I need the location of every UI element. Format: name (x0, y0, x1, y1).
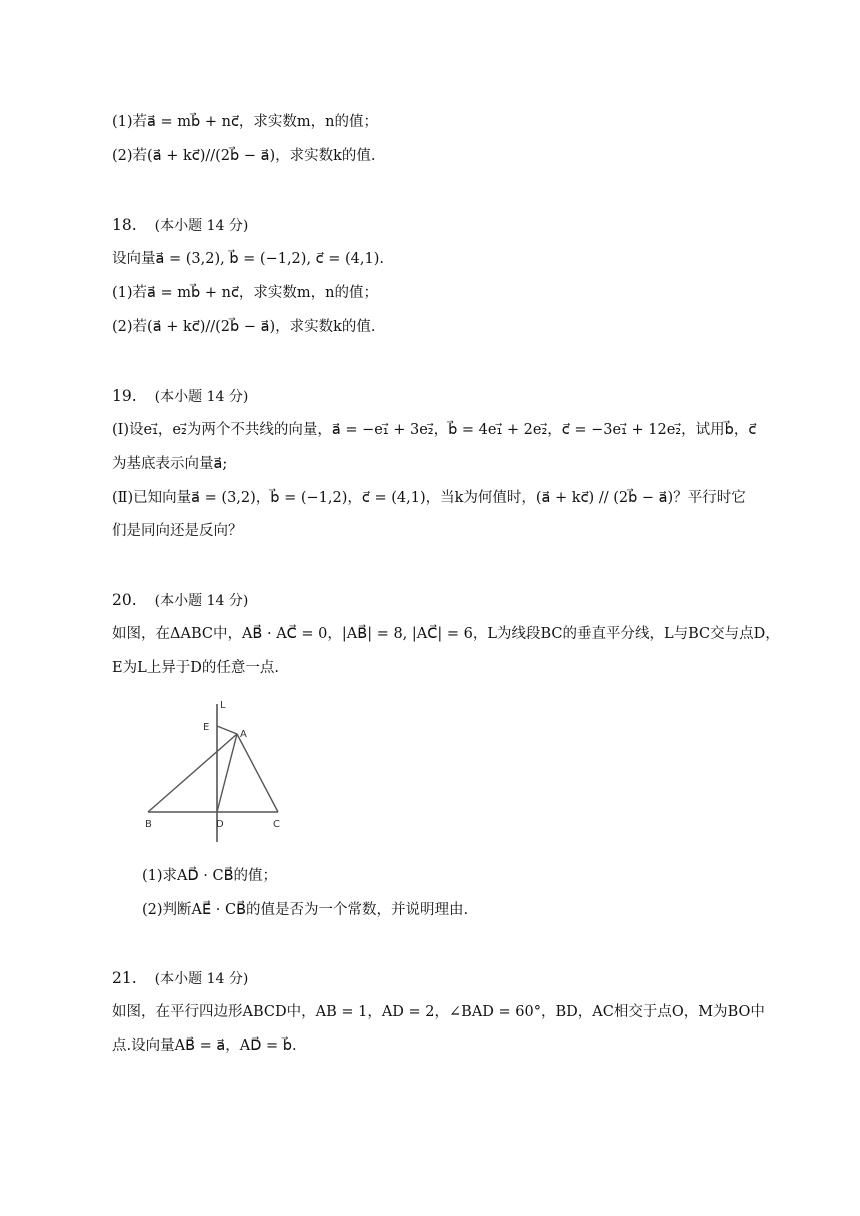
q17-part2: (2)若(a⃗ + kc⃗)//(2b⃗ − a⃗)，求实数k的值. (112, 148, 376, 164)
q19-header (112, 386, 248, 407)
q18-number: 18. (112, 216, 137, 234)
q21-number: 21. (112, 969, 137, 987)
segment-ad (217, 734, 237, 812)
q19-part1-line1: (Ⅰ)设e₁⃗，e₂⃗为两个不共线的向量，a⃗ = −e₁⃗ + 3e₂⃗，b⃗ = 4e₁⃗ + 2e₂⃗，c⃗ = −3e₁⃗ + 12e₂⃗，试用b⃗，c⃗ (112, 422, 757, 438)
q18-given: 设向量a⃗ = (3,2), b⃗ = (−1,2), c⃗ = (4,1). (112, 251, 384, 267)
q19-part2-line1: (Ⅱ)已知向量a⃗ = (3,2)，b⃗ = (−1,2)，c⃗ = (4,1)，当k为何值时，(a⃗ + kc⃗) // (2b⃗ − a⃗)？平行时它 (112, 490, 746, 506)
segment-ea (217, 726, 237, 734)
q18-header (112, 215, 248, 236)
q21-header (112, 968, 248, 989)
label-a: A (240, 729, 247, 740)
q20-number: 20. (112, 591, 137, 609)
q17-part1: (1)若a⃗ = mb⃗ + nc⃗，求实数m，n的值； (112, 114, 379, 130)
segment-ba (148, 734, 237, 812)
q21-given-line2: 点.设向量AB⃗ = a⃗，AD⃗ = b⃗. (112, 1038, 297, 1054)
q20-part2: (2)判断AE⃗ · CB⃗的值是否为一个常数，并说明理由. (142, 902, 469, 918)
q20-given-line2: E为L上异于D的任意一点. (112, 660, 279, 676)
q21-given-line1: 如图，在平行四边形ABCD中，AB = 1，AD = 2，∠BAD = 60°，BD，AC相交于点O，M为BO中 (112, 1004, 765, 1020)
label-e: E (203, 722, 210, 733)
q19-number: 19. (112, 387, 137, 405)
label-l: L (220, 700, 226, 711)
label-c: C (273, 819, 280, 830)
q18-points: (本小题 14 分) (154, 218, 249, 234)
q21-points: (本小题 14 分) (154, 971, 249, 987)
q18-part2: (2)若(a⃗ + kc⃗)//(2b⃗ − a⃗)，求实数k的值. (112, 319, 376, 335)
q20-given-line1: 如图，在ΔABC中，AB⃗ · AC⃗ = 0，|AB⃗| = 8, |AC⃗| = 6，L为线段BC的垂直平分线，L与BC交与点D， (112, 626, 780, 642)
label-b: B (145, 819, 152, 830)
segment-ac (237, 734, 278, 812)
q18-part1: (1)若a⃗ = mb⃗ + nc⃗，求实数m，n的值； (112, 285, 379, 301)
q19-points: (本小题 14 分) (154, 389, 249, 405)
q20-points: (本小题 14 分) (154, 593, 249, 609)
q20-header (112, 590, 248, 611)
label-d: D (216, 819, 224, 830)
triangle-figure (140, 696, 300, 846)
q19-part1-line2: 为基底表示向量a⃗; (112, 456, 228, 472)
q19-part2-line2: 们是同向还是反向？ (112, 523, 243, 539)
q20-part1: (1)求AD⃗ · CB⃗的值； (142, 868, 278, 884)
